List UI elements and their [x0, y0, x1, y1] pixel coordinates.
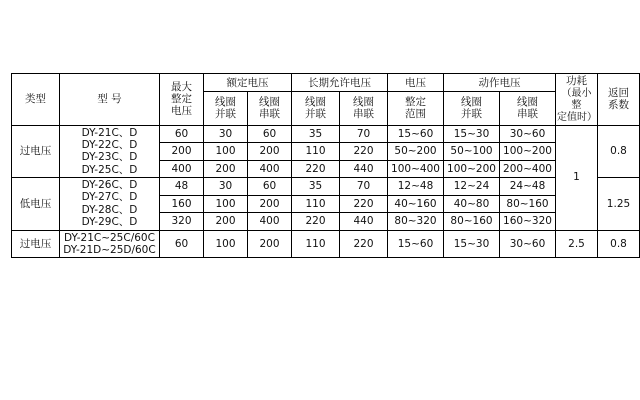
cell-power: 2.5: [556, 230, 598, 258]
cell-rated-series: 400: [248, 213, 292, 231]
model-line: DY-21C、D: [81, 126, 138, 139]
cell-max-voltage: 60: [160, 230, 204, 258]
label-series: 串联: [259, 108, 280, 121]
cell-return-coefficient-2: 1.25: [598, 178, 640, 231]
label-setting: 整定: [405, 96, 426, 109]
cell-rated-series: 200: [248, 195, 292, 213]
cell-rated-series: 60: [248, 125, 292, 143]
cell-rated-parallel: 200: [204, 213, 248, 231]
cell-power-shared: 1: [556, 125, 598, 230]
cell-action-series: 80~160: [500, 195, 556, 213]
table-row: [12, 230, 640, 258]
table-header-row-1: [12, 74, 640, 92]
cell-rated-parallel: 100: [204, 143, 248, 161]
label-coil: 线圈: [461, 96, 482, 109]
row-models-1: [60, 125, 160, 178]
header-max-voltage-line3: 电压: [171, 105, 192, 118]
cell-action-parallel: 40~80: [444, 195, 500, 213]
model-line: DY-29C、D: [81, 216, 138, 229]
cell-setting-range: 80~320: [388, 213, 444, 231]
cell-long-parallel: 110: [292, 195, 340, 213]
header-max-voltage-line2: 整定: [171, 93, 192, 106]
cell-long-parallel: 110: [292, 230, 340, 258]
header-return-line1: 返回: [608, 86, 629, 99]
label-coil: 线圈: [215, 96, 236, 109]
header-power-line2: （最小整: [561, 87, 592, 111]
cell-rated-parallel: 30: [204, 178, 248, 196]
table-row: [12, 125, 640, 143]
cell-long-parallel: 35: [292, 125, 340, 143]
cell-action-parallel: 80~160: [444, 213, 500, 231]
cell-rated-parallel: 100: [204, 195, 248, 213]
row-models-2: [60, 178, 160, 231]
cell-action-series: 160~320: [500, 213, 556, 231]
model-line: DY-26C、D: [81, 179, 138, 192]
label-coil: 线圈: [259, 96, 280, 109]
cell-setting-range: 15~60: [388, 230, 444, 258]
cell-max-voltage: 200: [160, 143, 204, 161]
cell-long-parallel: 220: [292, 213, 340, 231]
header-model: 型 号: [60, 74, 160, 126]
header-type: 类型: [12, 74, 60, 126]
label-series: 串联: [353, 108, 374, 121]
label-coil: 线圈: [353, 96, 374, 109]
cell-max-voltage: 160: [160, 195, 204, 213]
cell-long-series: 70: [340, 125, 388, 143]
header-action-series: [500, 92, 556, 125]
label-coil: 线圈: [517, 96, 538, 109]
header-return-coefficient: [598, 74, 640, 126]
row-type-undervoltage: 低电压: [12, 178, 60, 231]
specification-table: [11, 73, 640, 258]
cell-setting-range: 15~60: [388, 125, 444, 143]
cell-long-series: 70: [340, 178, 388, 196]
model-line: DY-21D~25D/60C: [63, 243, 156, 256]
row-models-3: [60, 230, 160, 258]
cell-setting-range: 40~160: [388, 195, 444, 213]
cell-action-parallel: 100~200: [444, 160, 500, 178]
table-row: [12, 178, 640, 196]
cell-action-series: 200~400: [500, 160, 556, 178]
header-action-parallel: [444, 92, 500, 125]
label-series: 串联: [517, 108, 538, 121]
cell-action-series: 100~200: [500, 143, 556, 161]
cell-max-voltage: 320: [160, 213, 204, 231]
cell-max-voltage: 60: [160, 125, 204, 143]
cell-rated-parallel: 100: [204, 230, 248, 258]
header-long-series: [340, 92, 388, 125]
header-return-line2: 系数: [608, 99, 629, 112]
model-line: DY-28C、D: [81, 203, 138, 216]
cell-action-parallel: 15~30: [444, 230, 500, 258]
header-max-voltage-line1: 最大: [171, 80, 192, 93]
cell-long-series: 220: [340, 230, 388, 258]
cell-long-parallel: 220: [292, 160, 340, 178]
cell-long-series: 440: [340, 160, 388, 178]
cell-max-voltage: 48: [160, 178, 204, 196]
header-max-voltage: [160, 74, 204, 126]
header-action-voltage-group: 动作电压: [444, 74, 556, 92]
header-long-allow-group: 长期允许电压: [292, 74, 388, 92]
cell-action-series: 30~60: [500, 125, 556, 143]
cell-long-series: 440: [340, 213, 388, 231]
header-power-line3: 定值时）: [557, 111, 597, 123]
header-rated-voltage-group: 额定电压: [204, 74, 292, 92]
label-range: 范围: [405, 108, 426, 121]
header-rated-parallel: [204, 92, 248, 125]
label-parallel: 并联: [461, 108, 482, 121]
cell-max-voltage: 400: [160, 160, 204, 178]
header-setting-range: [388, 92, 444, 125]
cell-long-series: 220: [340, 143, 388, 161]
label-parallel: 并联: [305, 108, 326, 121]
cell-action-parallel: 50~100: [444, 143, 500, 161]
model-line: DY-22C、D: [81, 138, 138, 151]
model-line: DY-21C~25C/60C: [64, 231, 155, 244]
cell-rated-series: 60: [248, 178, 292, 196]
model-line: DY-23C、D: [81, 151, 138, 164]
header-rated-series: [248, 92, 292, 125]
header-power: [556, 74, 598, 126]
cell-action-series: 24~48: [500, 178, 556, 196]
cell-rated-parallel: 200: [204, 160, 248, 178]
cell-rated-series: 200: [248, 230, 292, 258]
cell-setting-range: 50~200: [388, 143, 444, 161]
header-long-parallel: [292, 92, 340, 125]
cell-long-parallel: 35: [292, 178, 340, 196]
cell-action-parallel: 15~30: [444, 125, 500, 143]
model-line: DY-27C、D: [81, 191, 138, 204]
cell-return-coefficient-1: 0.8: [598, 125, 640, 178]
cell-setting-range: 12~48: [388, 178, 444, 196]
cell-return-coefficient-3: 0.8: [598, 230, 640, 258]
cell-setting-range: 100~400: [388, 160, 444, 178]
cell-action-parallel: 12~24: [444, 178, 500, 196]
row-type-overvoltage-2: 过电压: [12, 230, 60, 258]
cell-rated-series: 200: [248, 143, 292, 161]
cell-long-parallel: 110: [292, 143, 340, 161]
label-parallel: 并联: [215, 108, 236, 121]
cell-rated-series: 400: [248, 160, 292, 178]
model-line: DY-25C、D: [81, 163, 138, 176]
cell-action-series: 30~60: [500, 230, 556, 258]
row-type-overvoltage-1: 过电压: [12, 125, 60, 178]
cell-rated-parallel: 30: [204, 125, 248, 143]
label-coil: 线圈: [305, 96, 326, 109]
header-voltage-group: 电压: [388, 74, 444, 92]
cell-long-series: 220: [340, 195, 388, 213]
header-power-line1: 功耗: [566, 75, 587, 87]
